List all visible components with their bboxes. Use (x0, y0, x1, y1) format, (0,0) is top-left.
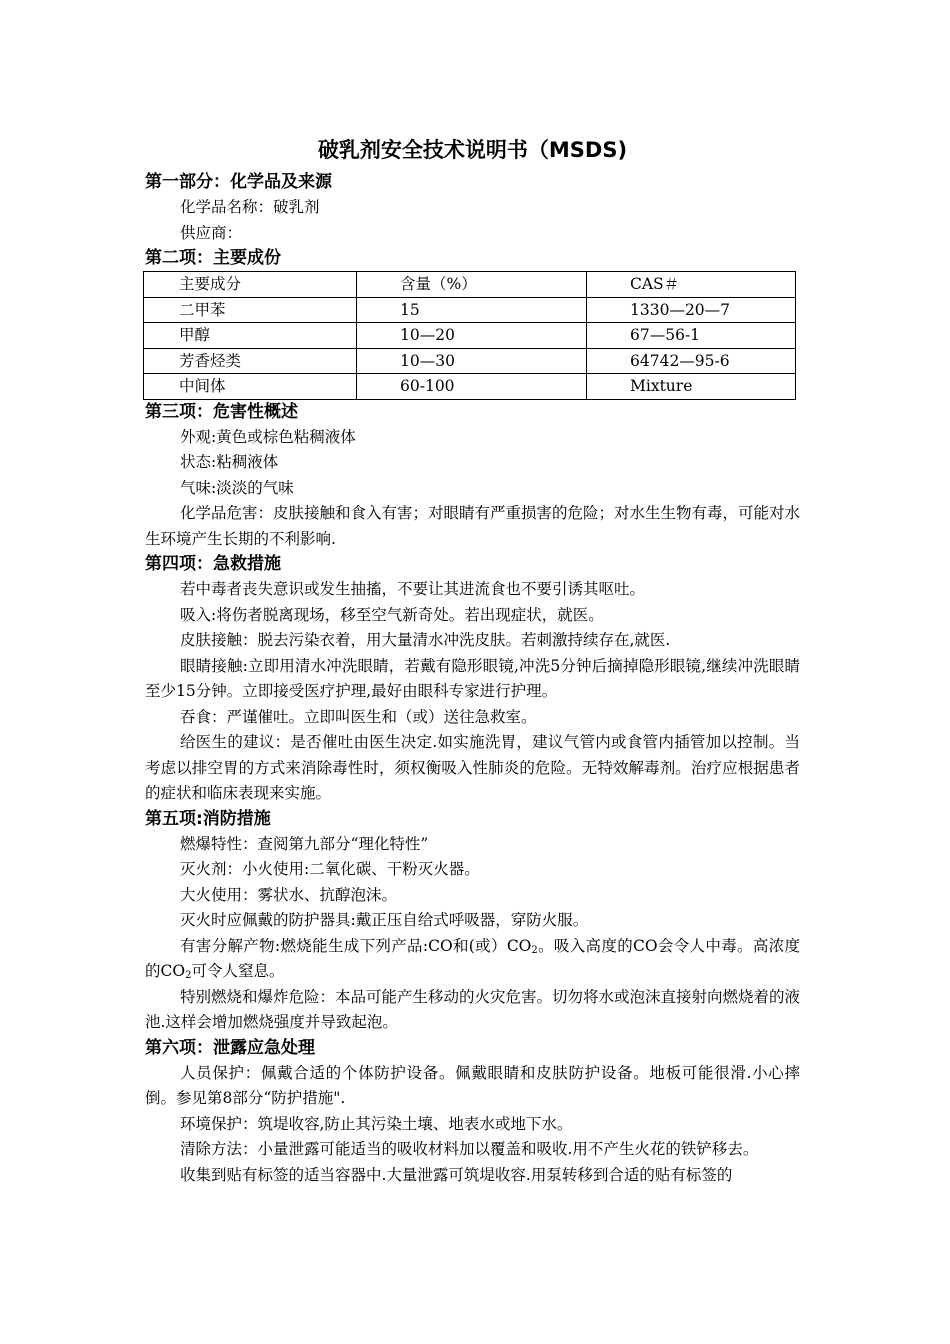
collection-line: 收集到贴有标签的适当容器中.大量泄露可筑堤收容.用泵转移到合适的贴有标签的 (180, 1165, 733, 1184)
first-aid-inhalation: 吸入:将伤者脱离现场，移至空气新奇处。若出现症状，就医。 (180, 605, 604, 624)
document-page (145, 130, 800, 1188)
table-row (144, 323, 796, 349)
first-aid-eyes: 眼睛接触:立即用清水冲洗眼睛，若戴有隐形眼镜,冲洗5分钟后摘掉隐形眼镜,继续冲洗眼睛至少15分钟。立即接受医疗护理,最好由眼科专家进行护理。 (145, 656, 800, 700)
section-3-heading: 第三项：危害性概述 (145, 401, 298, 422)
document-title: 破乳剂安全技术说明书（MSDS) (317, 138, 628, 162)
table-header-row (144, 272, 796, 298)
decomposition-text-c: 可令人窒息。 (191, 962, 285, 980)
chemical-name-line: 化学品名称：破乳剂 (180, 198, 320, 216)
table-cell: 甲醇 (144, 323, 357, 349)
table-cell: 芳香烃类 (144, 348, 357, 374)
protective-gear-line: 灭火时应佩戴的防护器具:戴正压自给式呼吸器，穿防火服。 (180, 911, 589, 929)
table-cell: 64742—95-6 (587, 348, 796, 374)
hazard-paragraph: 化学品危害：皮肤接触和食入有害；对眼睛有严重损害的危险；对水生生物有毒，可能对水生环境产生长期的不利影响. (145, 504, 801, 548)
table-cell: 60-100 (357, 374, 587, 400)
appearance-line: 外观:黄色或棕色粘稠液体 (180, 427, 356, 446)
decomposition-paragraph (145, 934, 800, 985)
table-row (144, 297, 796, 323)
explosion-hazard-paragraph: 特别燃烧和爆炸危险：本品可能产生移动的火灾危害。切勿将水或泡沫直接射向燃烧着的液池.这样会增加燃烧强度并导致起泡。 (145, 987, 801, 1031)
table-cell: 10—20 (357, 323, 587, 349)
table-row (144, 348, 796, 374)
table-cell: Mixture (587, 374, 796, 400)
table-cell: 中间体 (144, 374, 357, 400)
large-fire-line: 大火使用：雾状水、抗醇泡沫。 (180, 885, 398, 904)
state-line: 状态:粘稠液体 (180, 453, 279, 471)
table-cell: 二甲苯 (144, 297, 357, 323)
table-header-cell: 含量（%） (357, 272, 587, 298)
cleanup-paragraph: 清除方法：小量泄露可能适当的吸收材料加以覆盖和吸收.用不产生火花的铁铲移去。 (180, 1140, 759, 1158)
table-cell: 10—30 (357, 348, 587, 374)
fire-properties-line: 燃爆特性：查阅第九部分“理化特性” (180, 834, 429, 853)
first-aid-ingestion: 吞食：严谨催吐。立即叫医生和（或）送往急救室。 (180, 707, 537, 726)
section-6-heading: 第六项：泄露应急处理 (145, 1037, 315, 1058)
subscript: 2 (185, 970, 192, 981)
table-row (144, 374, 796, 400)
personal-protection-paragraph: 人员保护：佩戴合适的个体防护设备。佩戴眼睛和皮肤防护设备。地板可能很滑.小心摔倒。参见第8部分“防护措施". (145, 1063, 800, 1107)
first-aid-unconscious: 若中毒者丧失意识或发生抽搐，不要让其进流食也不要引诱其呕吐。 (180, 580, 646, 598)
section-5-heading: 第五项:消防措施 (145, 808, 271, 829)
odor-line: 气味:淡淡的气味 (180, 478, 294, 497)
decomposition-text-b: 。吸入高度的CO会令人中毒。高浓度的CO (145, 936, 800, 980)
supplier-line: 供应商： (180, 223, 243, 242)
table-header-cell: CAS＃ (587, 272, 796, 298)
subscript: 2 (531, 944, 538, 956)
extinguisher-line: 灭火剂：小火使用:二氧化碳、干粉灭火器。 (180, 860, 480, 878)
composition-table (143, 271, 796, 400)
section-4-heading: 第四项：急救措施 (145, 554, 281, 574)
table-header-cell: 主要成分 (144, 272, 357, 298)
decomposition-text-a: 有害分解产物:燃烧能生成下列产品:CO和(或）CO (180, 936, 532, 955)
table-cell: 1330—20—7 (587, 297, 796, 323)
table-cell: 15 (357, 297, 587, 323)
environmental-protection-line: 环境保护：筑堤收容,防止其污染土壤、地表水或地下水。 (180, 1114, 573, 1133)
first-aid-skin: 皮肤接触：脱去污染衣着，用大量清水冲洗皮肤。若刺激持续存在,就医. (180, 631, 671, 649)
section-2-heading: 第二项：主要成份 (145, 248, 281, 268)
table-cell: 67—56-1 (587, 323, 796, 349)
section-1-heading: 第一部分：化学品及来源 (145, 172, 332, 192)
first-aid-doctor-advice: 给医生的建议：是否催吐由医生决定.如实施洗胃，建议气管内或食管内插管加以控制。当考虑以排空胃的方式来消除毒性时，须权衡吸入性肺炎的危险。无特效解毒剂。治疗应根据患者的症状和临床表现来实施。 (145, 733, 800, 802)
